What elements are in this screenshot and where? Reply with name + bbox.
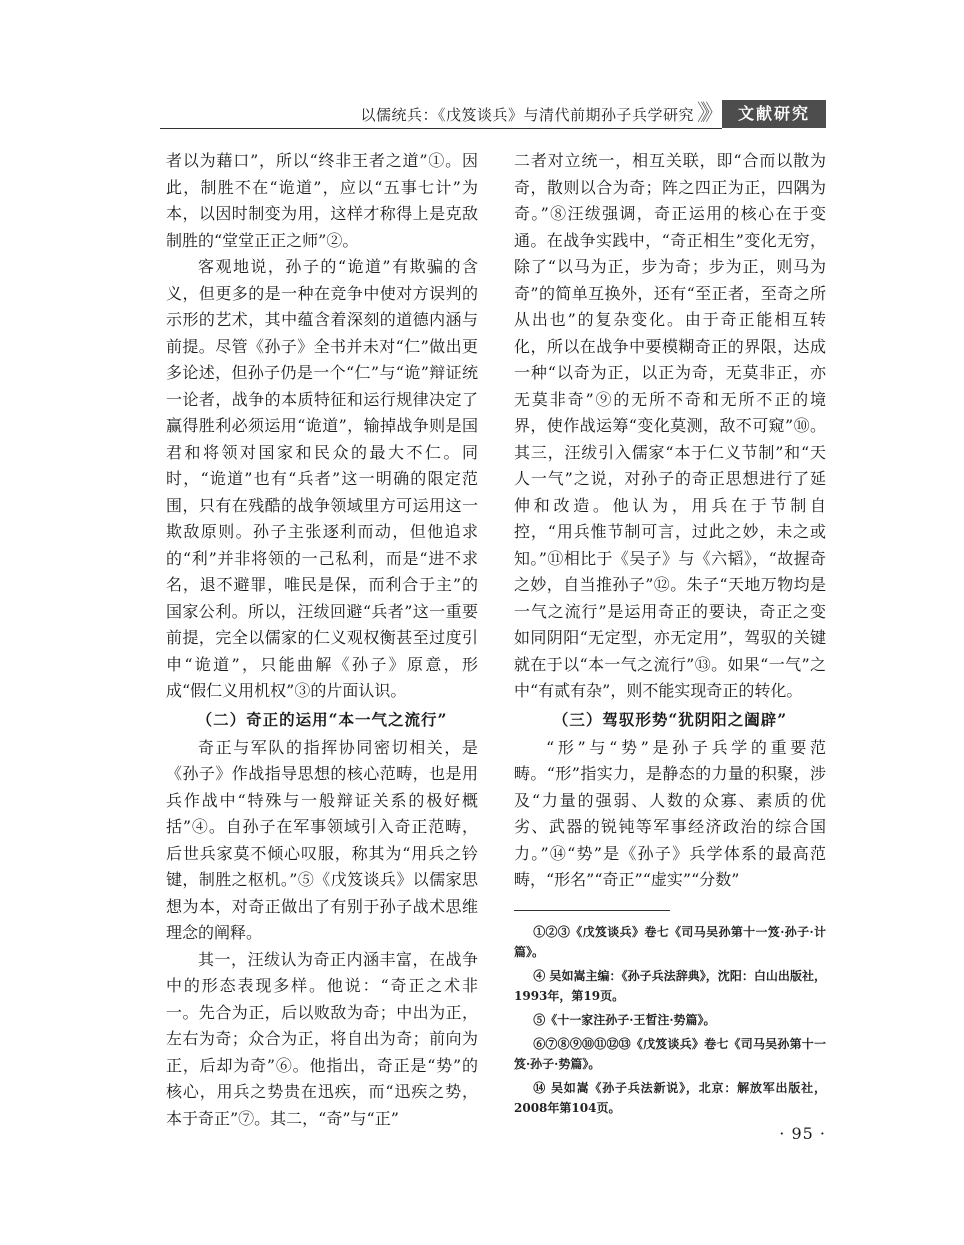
running-header — [160, 100, 826, 130]
section-tag: 文献研究 — [722, 100, 826, 128]
paragraph: “形”与“势”是孙子兵学的重要范畴。“形”指实力，是静态的力量的积聚，涉及“力量的强弱、人数的众寡、素质的优劣、武器的锐钝等军事经济政治的综合国力。”⑭“势”是《孙子》兵学体系的最高范畴，“形名”“奇正”“虚实”“分数” — [514, 737, 826, 889]
page-number: · 95 · — [779, 1124, 826, 1143]
section-heading: （二）奇正的运用“本一气之流行” — [196, 709, 448, 729]
footnotes — [514, 922, 826, 1122]
paragraph: 其一，汪绂认为奇正内涵丰富，在战争中的形态表现多样。他说：“奇正之术非一。先合为正，后以败敌为奇；中出为正，左右为奇；众合为正，将自出为奇；前向为正，后却为奇”⑥。他指出，奇正是“势”的核心，用兵之势贵在迅疾，而“迅疾之势，本于奇正”⑦。其二，“奇”与“正” — [166, 949, 478, 1128]
footnote-rule — [514, 910, 670, 911]
paragraph: 客观地说，孙子的“诡道”有欺骗的含义，但更多的是一种在竞争中使对方误判的示形的艺术，其中蕴含着深刻的道德内涵与前提。尽管《孙子》全书并未对“仁”做出更多论述，但孙子仍是一个“仁”与“诡”辩证统一论者，战争的本质特征和运行规律决定了赢得胜利必须运用“诡道”，输掉战争则是国君和将领对国家和民众的最大不仁。同时，“诡道”也有“兵者”这一明确的限定范围，只有在残酷的战争领域里方可运用这一欺敌原则。孙子主张逐利而动，但他追求的“利”并非将领的一己私利，而是“进不求名，退不避罪，唯民是保，而利合于主”的国家公利。所以，汪绂回避“兵者”这一重要前提，完全以儒家的仁义观权衡甚至过度引申“诡道”，只能曲解《孙子》原意，形成“假仁义用机权”③的片面认识。 — [166, 257, 478, 700]
footnote: ④ 吴如嵩主编：《孙子兵法辞典》，沈阳：白山出版社，1993年，第19页。 — [514, 969, 826, 1003]
right-column — [514, 148, 826, 894]
paragraph: 者以为藉口”，所以“终非王者之道”①。因此，制胜不在“诡道”，应以“五事七计”为本，以因时制变为用，这样才称得上是克敌制胜的“堂堂正正之师”②。 — [166, 151, 478, 250]
footnote: ⑥⑦⑧⑨⑩⑪⑫⑬《戊笈谈兵》卷七《司马吴孙第十一笈·孙子·势篇》。 — [514, 1037, 826, 1071]
running-header-title: 以儒统兵：《戊笈谈兵》与清代前期孙子兵学研究 — [360, 106, 694, 124]
left-column — [166, 148, 478, 1132]
section-heading: （三）驾驭形势“犹阴阳之阖辟” — [552, 709, 788, 729]
paragraph: 奇正与军队的指挥协同密切相关，是《孙子》作战指导思想的核心范畴，也是用兵作战中“特殊与一般辩证关系的极好概括”④。自孙子在军事领域引入奇正范畴，后世兵家莫不倾心叹服，称其为“用兵之钤键，制胜之枢机。”⑤《戊笈谈兵》以儒家思想为本，对奇正做出了有别于孙子战术思维理念的阐释。 — [166, 737, 478, 942]
paragraph: 二者对立统一，相互关联，即“合而以散为奇，散则以合为奇；阵之四正为正，四隅为奇。”⑧汪绂强调，奇正运用的核心在于变通。在战争实践中，“奇正相生”变化无穷，除了“以马为正，步为奇；步为正，则马为奇”的简单互换外，还有“至正者，至奇之所从出也”的复杂变化。由于奇正能相互转化，所以在战争中要模糊奇正的界限，达成一种“以奇为正，以正为奇，无莫非正，亦无莫非奇”⑨的无所不奇和无所不正的境界，使作战运筹“变化莫测，敌不可窥”⑩。其三，汪绂引入儒家“本于仁义节制”和“天人一气”之说，对孙子的奇正思想进行了延伸和改造。他认为，用兵在于节制自控，“用兵惟节制可言，过此之妙，未之或知。”⑪相比于《吴子》与《六韬》，“故握奇之妙，自当推孙子”⑫。朱子“天地万物均是一气之流行”是运用奇正的要诀，奇正之变如同阴阳“无定型，亦无定用”，驾驭的关键就在于以“本一气之流行”⑬。如果“一气”之中“有贰有杂”，则不能实现奇正的转化。 — [514, 151, 826, 700]
double-chevron-icon: 》》 — [696, 101, 718, 126]
footnote: ①②③《戊笈谈兵》卷七《司马吴孙第十一笈·孙子·计篇》。 — [514, 925, 826, 959]
header-rule — [160, 128, 722, 129]
footnote: ⑤《十一家注孙子·王晳注·势篇》。 — [533, 1013, 716, 1027]
footnote: ⑭ 吴如嵩《孙子兵法新说》，北京：解放军出版社，2008年第104页。 — [514, 1081, 826, 1115]
